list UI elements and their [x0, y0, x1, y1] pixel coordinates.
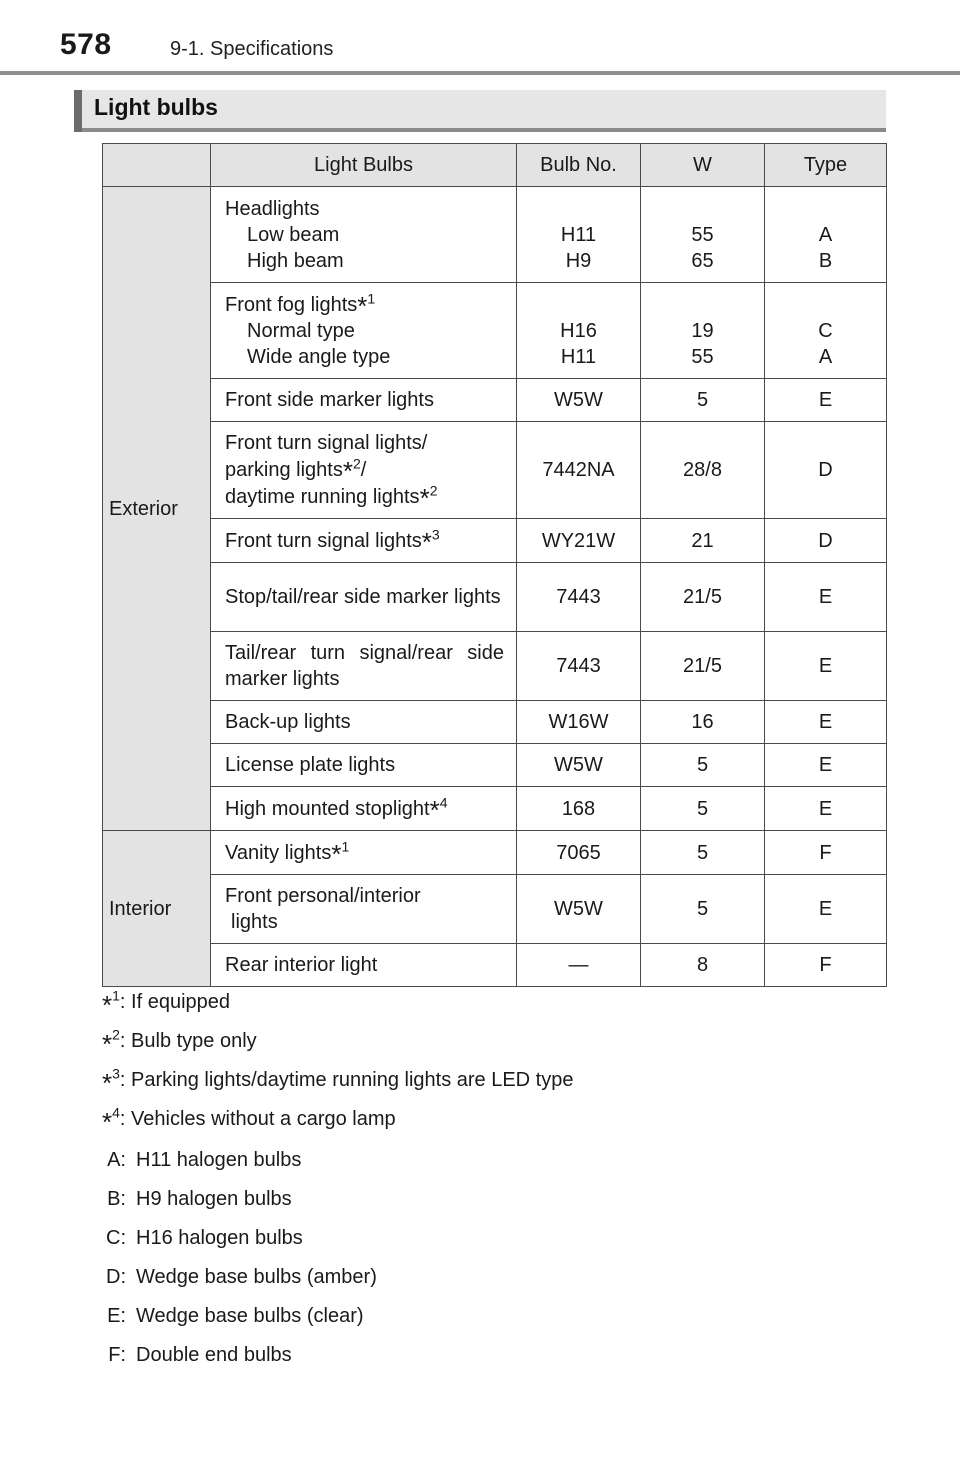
- bulb-name-text: lights: [231, 911, 278, 933]
- page-number: 578: [60, 28, 112, 61]
- bulb-name-text: Front personal/interior: [225, 885, 421, 907]
- footnote-mark: 4: [112, 1104, 120, 1121]
- bulb-watts: 21/5: [641, 563, 765, 632]
- bulb-name-text: Vanity lights: [225, 842, 332, 864]
- legend-item: [102, 1264, 377, 1290]
- header-rule: [0, 71, 960, 75]
- bulb-name: Back-up lights: [211, 701, 517, 744]
- footnote: [102, 987, 231, 1020]
- table-row: [103, 519, 887, 563]
- bulb-watts: 8: [641, 944, 765, 987]
- bulb-watts-value: 65: [691, 249, 714, 272]
- footnote: [102, 1104, 396, 1137]
- bulb-name-text: High mounted stoplight: [225, 798, 430, 820]
- column-header: Light Bulbs: [211, 144, 517, 187]
- table-row: [103, 701, 887, 744]
- footnote: [102, 1026, 257, 1059]
- bulb-name-text: Front turn signal lights: [225, 530, 422, 552]
- legend-key: B:: [107, 1188, 126, 1210]
- bulb-number: W5W: [517, 744, 641, 787]
- bulb-type: E: [765, 744, 887, 787]
- footnote: [102, 1065, 574, 1098]
- legend-text: Double end bulbs: [136, 1344, 292, 1366]
- table-row: [103, 379, 887, 422]
- table-row: [103, 831, 887, 875]
- table-row: [103, 787, 887, 831]
- table-row: [103, 283, 887, 379]
- bulb-watts: 5: [641, 379, 765, 422]
- legend-item: [102, 1225, 303, 1251]
- table-row: [103, 632, 887, 701]
- bulb-watts: 5: [641, 744, 765, 787]
- legend-text: H16 halogen bulbs: [136, 1227, 303, 1249]
- table-header-row: [103, 144, 887, 187]
- bulb-type: E: [765, 379, 887, 422]
- bulb-name: License plate lights: [211, 744, 517, 787]
- bulb-watts-value: 19: [691, 319, 714, 342]
- legend-key: A:: [107, 1149, 126, 1171]
- legend-text: Wedge base bulbs (clear): [136, 1305, 364, 1327]
- section-title: 9-1. Specifications: [170, 38, 334, 60]
- footnote-ref: 4: [439, 794, 448, 811]
- footnote-text: : Parking lights/daytime running lights are LED type: [119, 1069, 574, 1091]
- footnote-text: : If equipped: [119, 991, 231, 1013]
- bulb-number-value: H11: [560, 223, 597, 246]
- group-exterior: Exterior: [103, 187, 211, 831]
- legend-text: H11 halogen bulbs: [136, 1149, 302, 1171]
- footnote-star: *: [102, 1068, 113, 1098]
- bulb-number: W5W: [517, 875, 641, 944]
- bulb-name: [211, 187, 517, 283]
- bulb-name: [211, 283, 517, 379]
- bulb-name: Front side marker lights: [211, 379, 517, 422]
- bulb-watts: 16: [641, 701, 765, 744]
- table-row: [103, 875, 887, 944]
- footnote-ref: 1: [367, 290, 376, 307]
- footnote-mark: 3: [112, 1065, 120, 1082]
- bulb-name: Stop/tail/rear side marker lights: [211, 563, 517, 632]
- legend-item: [102, 1186, 292, 1212]
- bulb-type-value: B: [818, 249, 833, 272]
- footnote-star: *: [331, 839, 342, 869]
- footnote-ref: 1: [341, 838, 350, 855]
- bulb-watts: 5: [641, 787, 765, 831]
- column-header: Type: [765, 144, 887, 187]
- bulb-name-title: Front fog lights: [225, 294, 358, 316]
- bulb-name-text: parking lights: [225, 459, 343, 481]
- footnote-star: *: [357, 291, 368, 321]
- bulb-type: E: [765, 632, 887, 701]
- table-row: [103, 744, 887, 787]
- bulb-number: 7065: [517, 831, 641, 875]
- footnote-star: *: [102, 1107, 113, 1137]
- footnote-star: *: [429, 795, 440, 825]
- footnote-text: : Vehicles without a cargo lamp: [119, 1108, 396, 1130]
- heading-accent-bar: [74, 90, 82, 132]
- bulb-type: [765, 283, 887, 379]
- bulb-name-title: Headlights: [225, 197, 320, 220]
- footnote-star: *: [421, 527, 432, 557]
- bulb-type: [765, 187, 887, 283]
- bulb-type: E: [765, 875, 887, 944]
- bulb-number: 7443: [517, 563, 641, 632]
- footnote-ref: 3: [431, 526, 440, 543]
- bulb-number: WY21W: [517, 519, 641, 563]
- table-row: [103, 422, 887, 519]
- bulb-watts: 21/5: [641, 632, 765, 701]
- bulb-type: F: [765, 944, 887, 987]
- legend-item: [102, 1342, 292, 1368]
- bulb-type-value: C: [818, 319, 833, 342]
- footnote-text: : Bulb type only: [119, 1030, 257, 1052]
- bulb-watts: 28/8: [641, 422, 765, 519]
- table-row: [103, 944, 887, 987]
- group-interior: Interior: [103, 831, 211, 987]
- bulb-name: Rear interior light: [211, 944, 517, 987]
- bulb-watts: 5: [641, 875, 765, 944]
- bulb-type-value: A: [818, 345, 833, 368]
- bulb-number: [517, 283, 641, 379]
- footnote-ref: 2: [352, 455, 361, 472]
- legend-text: H9 halogen bulbs: [136, 1188, 292, 1210]
- footnote-mark: 1: [112, 987, 120, 1004]
- column-header: [103, 144, 211, 187]
- footnote-star: *: [102, 990, 113, 1020]
- legend-key: C:: [106, 1227, 126, 1249]
- bulb-subtype: Normal type: [247, 320, 355, 342]
- bulb-type: E: [765, 701, 887, 744]
- bulb-name: [211, 875, 517, 944]
- bulb-name: [211, 831, 517, 875]
- bulb-watts-value: 55: [691, 345, 714, 368]
- bulb-name: [211, 787, 517, 831]
- bulb-type: E: [765, 563, 887, 632]
- bulb-number: —: [517, 944, 641, 987]
- bulb-watts: 21: [641, 519, 765, 563]
- bulb-watts: [641, 283, 765, 379]
- bulb-watts-value: 55: [691, 223, 714, 246]
- bulb-number: 168: [517, 787, 641, 831]
- bulb-name: Tail/rear turn signal/rear side marker lights: [211, 632, 517, 701]
- bulb-type-value: A: [818, 223, 833, 246]
- footnote-ref: 2: [429, 482, 438, 499]
- bulb-name-text: daytime running lights: [225, 486, 420, 508]
- bulb-watts: 5: [641, 831, 765, 875]
- bulb-type: D: [765, 519, 887, 563]
- bulb-subtype: Wide angle type: [247, 346, 391, 368]
- table-row: [103, 187, 887, 283]
- column-header: Bulb No.: [517, 144, 641, 187]
- light-bulbs-table: [102, 143, 887, 987]
- bulb-type: D: [765, 422, 887, 519]
- bulb-name-line: [225, 430, 504, 456]
- section-heading-label: Light bulbs: [94, 94, 218, 120]
- bulb-number: W5W: [517, 379, 641, 422]
- legend-key: E:: [107, 1305, 126, 1327]
- footnote-mark: 2: [112, 1026, 120, 1043]
- bulb-subtype: Low beam: [247, 223, 340, 246]
- legend-item: [102, 1303, 364, 1329]
- bulb-name: [211, 519, 517, 563]
- legend-key: F:: [108, 1344, 126, 1366]
- bulb-number-value: H11: [560, 345, 597, 368]
- bulb-name-text: /: [360, 459, 367, 481]
- bulb-watts: [641, 187, 765, 283]
- bulb-number: [517, 187, 641, 283]
- footnote-star: *: [419, 483, 430, 513]
- column-header: W: [641, 144, 765, 187]
- section-heading: [74, 90, 886, 132]
- legend-key: D:: [106, 1266, 126, 1288]
- bulb-name: [211, 422, 517, 519]
- bulb-number-value: H16: [560, 319, 597, 342]
- table-row: [103, 563, 887, 632]
- bulb-number-value: H9: [565, 249, 592, 272]
- bulb-name-text: Front turn signal lights/: [225, 432, 428, 454]
- bulb-type: F: [765, 831, 887, 875]
- legend-item: [102, 1147, 301, 1173]
- footnote-star: *: [342, 456, 353, 486]
- legend-text: Wedge base bulbs (amber): [136, 1266, 377, 1288]
- bulb-subtype: High beam: [247, 249, 344, 272]
- bulb-number: 7443: [517, 632, 641, 701]
- footnote-star: *: [102, 1029, 113, 1059]
- bulb-number: W16W: [517, 701, 641, 744]
- bulb-type: E: [765, 787, 887, 831]
- bulb-number: 7442NA: [517, 422, 641, 519]
